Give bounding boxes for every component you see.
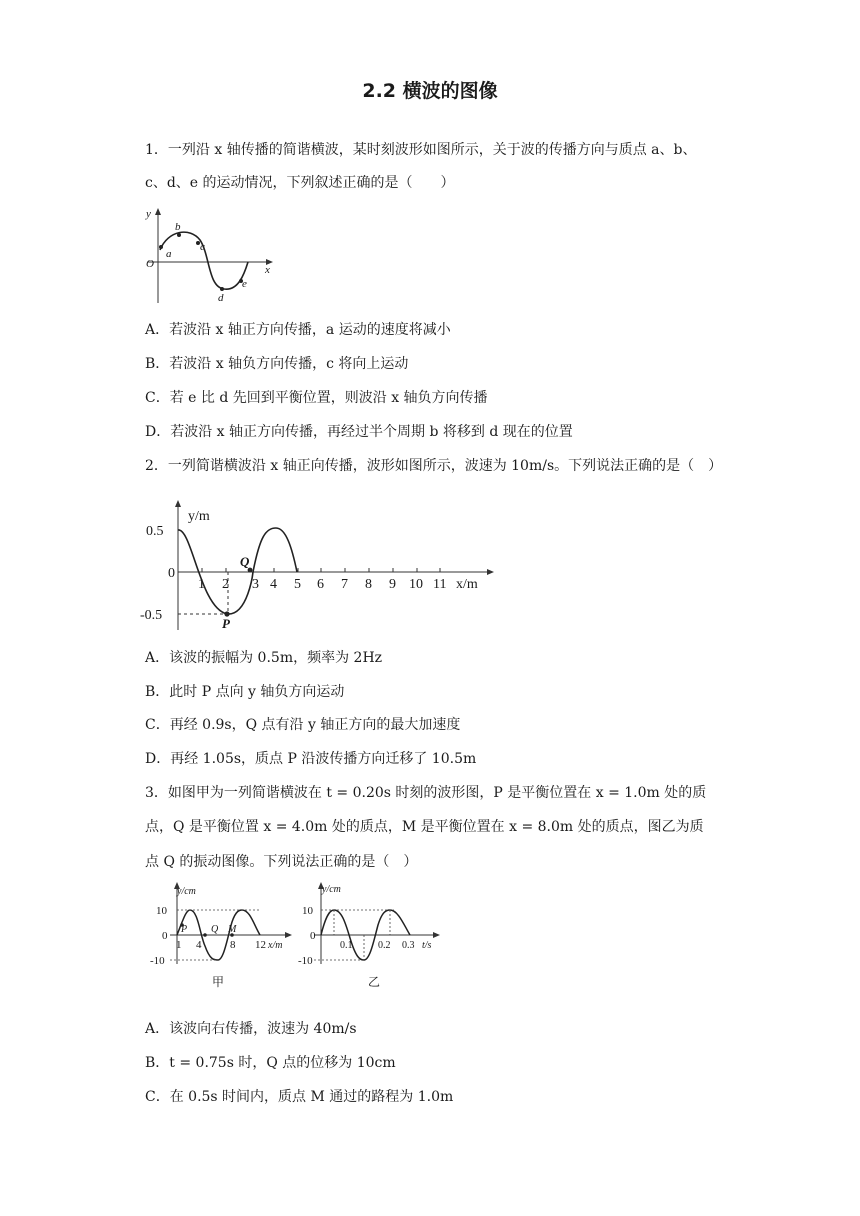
- q3-yi-caption: 乙: [368, 975, 381, 989]
- q3-stem-line3: 点 Q 的振动图像。下列说法正确的是（ ）: [145, 854, 418, 870]
- q3-figure-yi: [298, 880, 448, 990]
- q2-y-tick-neg-0-5: -0.5: [140, 608, 163, 623]
- q2-x-tick-10: 10: [409, 577, 423, 592]
- q2-x-tick-1: 1: [198, 577, 205, 592]
- q3-figure-jia: [150, 880, 300, 990]
- q3-jia-x-tick-4: 4: [196, 939, 202, 951]
- q3-jia-y-axis-label: y/cm: [177, 886, 196, 897]
- q2-point-q-label: Q: [240, 554, 250, 569]
- q2-x-tick-4: 4: [270, 577, 277, 592]
- q2-x-tick-11: 11: [433, 577, 447, 592]
- q3-yi-y-tick-neg10: -10: [298, 955, 313, 967]
- q2-wave-figure: [140, 498, 500, 632]
- q2-y-tick-0: 0: [168, 566, 175, 581]
- q3-option-b: B．t = 0.75s 时，Q 点的位移为 10cm: [145, 1055, 396, 1071]
- q3-yi-x-tick-0-2: 0.2: [378, 940, 391, 951]
- q2-x-tick-8: 8: [365, 577, 372, 592]
- q1-option-a: A．若波沿 x 轴正方向传播，a 运动的速度将减小: [145, 322, 451, 338]
- q1-y-axis-label: y: [146, 208, 151, 220]
- q3-jia-x-tick-8: 8: [230, 939, 236, 951]
- q3-jia-y-tick-10: 10: [156, 905, 167, 917]
- q3-yi-y-axis-label: y/cm: [322, 884, 341, 895]
- q3-jia-x-tick-1: 1: [176, 939, 182, 951]
- q3-stem-line2: 点，Q 是平衡位置 x = 4.0m 处的质点，M 是平衡位置在 x = 8.0m 处的质点，图乙为质: [145, 819, 704, 835]
- q2-option-b: B．此时 P 点向 y 轴负方向运动: [145, 684, 345, 700]
- q3-jia-caption: 甲: [212, 975, 225, 989]
- q2-x-tick-2: 2: [222, 577, 229, 592]
- q1-point-a-label: a: [166, 248, 172, 260]
- q1-option-c: C．若 e 比 d 先回到平衡位置，则波沿 x 轴负方向传播: [145, 390, 488, 406]
- q3-jia-point-q-label: Q: [211, 924, 219, 935]
- q2-point-p-label: P: [222, 616, 230, 631]
- q3-yi-x-axis-label: t/s: [422, 940, 432, 951]
- q1-option-b: B．若波沿 x 轴负方向传播，c 将向上运动: [145, 356, 409, 372]
- q2-y-tick-0-5: 0.5: [146, 524, 164, 539]
- q2-x-tick-7: 7: [341, 577, 348, 592]
- q2-option-a: A．该波的振幅为 0.5m，频率为 2Hz: [145, 650, 383, 666]
- q2-x-tick-5: 5: [294, 577, 301, 592]
- q1-origin-label: O: [146, 258, 154, 270]
- q3-option-c: C．在 0.5s 时间内，质点 M 通过的路程为 1.0m: [145, 1089, 454, 1105]
- q1-stem-line1: 1．一列沿 x 轴传播的简谐横波，某时刻波形如图所示，关于波的传播方向与质点 a、b、: [145, 142, 697, 158]
- q3-yi-y-tick-0: 0: [310, 930, 316, 942]
- q2-x-axis-label: x/m: [456, 577, 478, 592]
- q1-point-b-label: b: [175, 221, 181, 233]
- q3-stem-line1: 3．如图甲为一列简谐横波在 t = 0.20s 时刻的波形图，P 是平衡位置在 x = 1.0m 处的质: [145, 785, 707, 801]
- q2-option-d: D．再经 1.05s，质点 P 沿波传播方向迁移了 10.5m: [145, 751, 477, 767]
- q3-jia-x-axis-label: x/m: [268, 940, 283, 951]
- page-title: 2.2 横波的图像: [362, 80, 498, 102]
- q1-option-d: D．若波沿 x 轴正方向传播，再经过半个周期 b 将移到 d 现在的位置: [145, 424, 573, 440]
- q1-point-d-label: d: [218, 292, 224, 304]
- q3-jia-y-tick-0: 0: [162, 930, 168, 942]
- q1-x-axis-label: x: [265, 264, 270, 276]
- q1-point-e-label: e: [242, 278, 247, 290]
- q3-option-a: A．该波向右传播，波速为 40m/s: [145, 1021, 357, 1037]
- q3-yi-x-tick-0-3: 0.3: [402, 940, 415, 951]
- q3-yi-y-tick-10: 10: [302, 905, 313, 917]
- q2-y-axis-label: y/m: [188, 509, 210, 524]
- q1-stem-line2: c、d、e 的运动情况，下列叙述正确的是（ ）: [145, 175, 455, 191]
- q3-jia-point-p-label: P: [181, 924, 188, 935]
- q3-jia-point-m-label: M: [228, 924, 237, 935]
- q1-wave-figure: [138, 205, 278, 305]
- q3-jia-y-tick-neg10: -10: [150, 955, 165, 967]
- q2-option-c: C．再经 0.9s，Q 点有沿 y 轴正方向的最大加速度: [145, 717, 461, 733]
- q3-yi-x-tick-0-1: 0.1: [340, 940, 353, 951]
- q2-x-tick-9: 9: [389, 577, 396, 592]
- q2-stem: 2．一列简谐横波沿 x 轴正向传播，波形如图所示，波速为 10m/s。下列说法正确的是（ ）: [145, 458, 723, 474]
- q3-jia-x-tick-12: 12: [255, 939, 266, 951]
- q1-point-c-label: c: [200, 241, 205, 253]
- q2-x-tick-3: 3: [252, 577, 259, 592]
- q2-x-tick-6: 6: [317, 577, 324, 592]
